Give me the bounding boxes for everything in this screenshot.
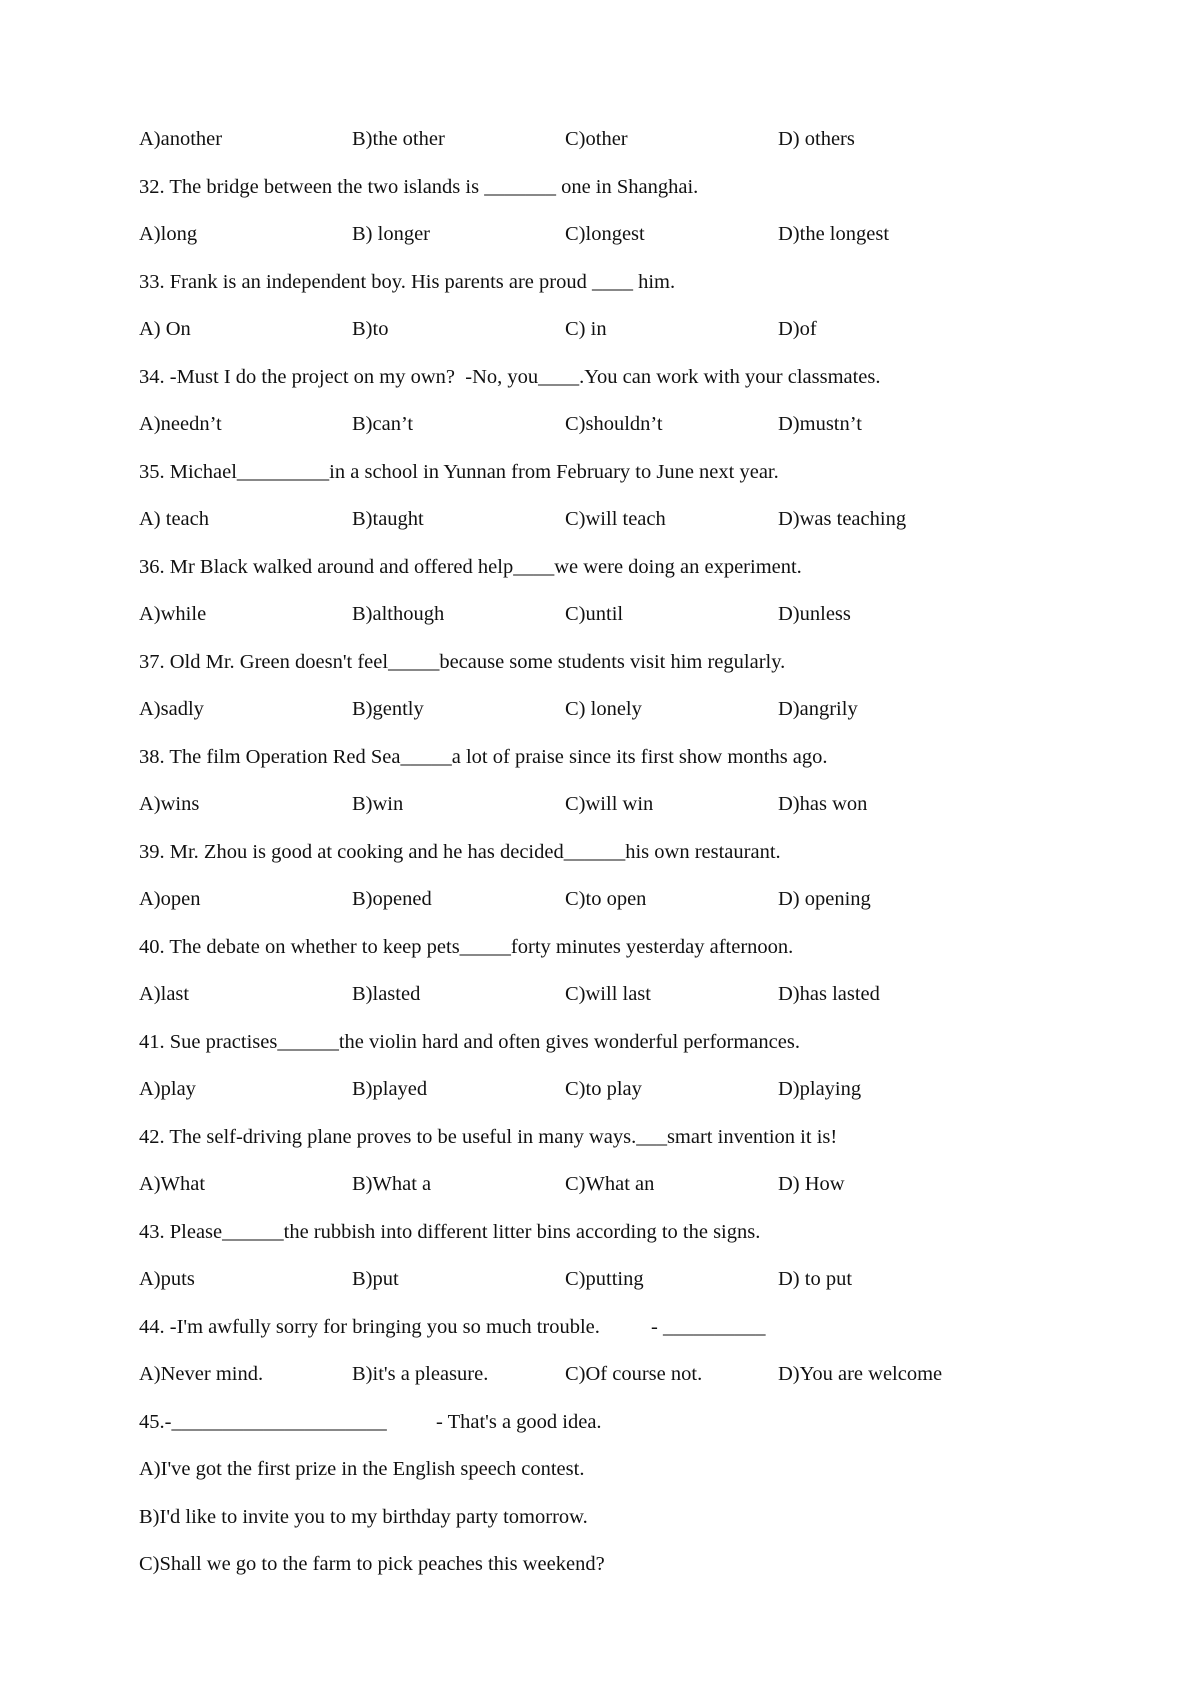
option-b: B)can’t: [352, 413, 414, 435]
question-42-text: 42. The self-driving plane proves to be useful in many ways.___smart invention it is!: [139, 1126, 838, 1148]
option-c: C)shouldn’t: [565, 413, 663, 435]
option-a: A)long: [139, 223, 198, 245]
option-d: D)mustn’t: [778, 413, 862, 435]
option-a: A)while: [139, 603, 207, 625]
option-d: D) to put: [778, 1268, 853, 1290]
option-d: D)has lasted: [778, 983, 880, 1005]
question-40-text: 40. The debate on whether to keep pets_____forty minutes yesterday afternoon.: [139, 936, 794, 958]
option-b: B)although: [352, 603, 445, 625]
option-a: A)open: [139, 888, 201, 910]
option-a: A)play: [139, 1078, 196, 1100]
option-c: C)Of course not.: [565, 1363, 703, 1385]
option-a: A)last: [139, 983, 190, 1005]
option-b: B)to: [352, 318, 389, 340]
option-a: A) teach: [139, 508, 209, 530]
question-44-prompt: 44. -I'm awfully sorry for bringing you so much trouble.: [139, 1316, 600, 1338]
option-c: C)will last: [565, 983, 651, 1005]
option-c: C) lonely: [565, 698, 642, 720]
option-b: B) longer: [352, 223, 430, 245]
question-35-text: 35. Michael_________in a school in Yunnan from February to June next year.: [139, 461, 779, 483]
option-c: C)longest: [565, 223, 645, 245]
option-c: C)will teach: [565, 508, 666, 530]
option-d: D)playing: [778, 1078, 862, 1100]
option-a: A)puts: [139, 1268, 195, 1290]
option-b: B)played: [352, 1078, 428, 1100]
option-d: D)unless: [778, 603, 851, 625]
question-43-text: 43. Please______the rubbish into different litter bins according to the signs.: [139, 1221, 761, 1243]
question-45-option-b: B)I'd like to invite you to my birthday party tomorrow.: [139, 1506, 588, 1528]
question-45-reply: - That's a good idea.: [436, 1411, 602, 1433]
option-d: D) others: [778, 128, 855, 150]
option-c: C)to play: [565, 1078, 642, 1100]
option-b: B)put: [352, 1268, 399, 1290]
option-a: A)sadly: [139, 698, 204, 720]
question-39-text: 39. Mr. Zhou is good at cooking and he has decided______his own restaurant.: [139, 841, 781, 863]
question-36-text: 36. Mr Black walked around and offered help____we were doing an experiment.: [139, 556, 802, 578]
option-b: B)opened: [352, 888, 432, 910]
question-32-text: 32. The bridge between the two islands is _______ one in Shanghai.: [139, 176, 699, 198]
question-44-reply: - __________: [651, 1316, 766, 1338]
question-33-text: 33. Frank is an independent boy. His parents are proud ____ him.: [139, 271, 676, 293]
option-c: C)will win: [565, 793, 654, 815]
option-b: B)it's a pleasure.: [352, 1363, 489, 1385]
option-d: D) How: [778, 1173, 845, 1195]
option-b: B)gently: [352, 698, 424, 720]
option-a: A) On: [139, 318, 191, 340]
question-34-text: 34. -Must I do the project on my own? -No, you____.You can work with your classmates.: [139, 366, 881, 388]
option-a: A)needn’t: [139, 413, 222, 435]
option-b: B)lasted: [352, 983, 421, 1005]
option-c: C)other: [565, 128, 628, 150]
question-38-text: 38. The film Operation Red Sea_____a lot of praise since its first show months ago.: [139, 746, 828, 768]
option-b: B)What a: [352, 1173, 432, 1195]
option-b: B)the other: [352, 128, 445, 150]
option-a: A)wins: [139, 793, 200, 815]
option-c: C) in: [565, 318, 607, 340]
option-d: D)the longest: [778, 223, 890, 245]
option-d: D)angrily: [778, 698, 858, 720]
question-45-option-a: A)I've got the first prize in the English speech contest.: [139, 1458, 585, 1480]
option-b: B)taught: [352, 508, 424, 530]
option-a: A)Never mind.: [139, 1363, 264, 1385]
option-a: A)another: [139, 128, 223, 150]
option-c: C)until: [565, 603, 624, 625]
option-c: C)to open: [565, 888, 647, 910]
question-45-prompt: 45.-_____________________: [139, 1411, 387, 1433]
option-c: C)putting: [565, 1268, 644, 1290]
option-d: D)You are welcome: [778, 1363, 943, 1385]
question-37-text: 37. Old Mr. Green doesn't feel_____because some students visit him regularly.: [139, 651, 786, 673]
option-d: D) opening: [778, 888, 871, 910]
option-d: D)of: [778, 318, 817, 340]
option-d: D)was teaching: [778, 508, 907, 530]
question-41-text: 41. Sue practises______the violin hard and often gives wonderful performances.: [139, 1031, 800, 1053]
option-b: B)win: [352, 793, 404, 815]
question-45-option-c: C)Shall we go to the farm to pick peaches this weekend?: [139, 1553, 605, 1575]
option-c: C)What an: [565, 1173, 655, 1195]
option-a: A)What: [139, 1173, 206, 1195]
option-d: D)has won: [778, 793, 868, 815]
